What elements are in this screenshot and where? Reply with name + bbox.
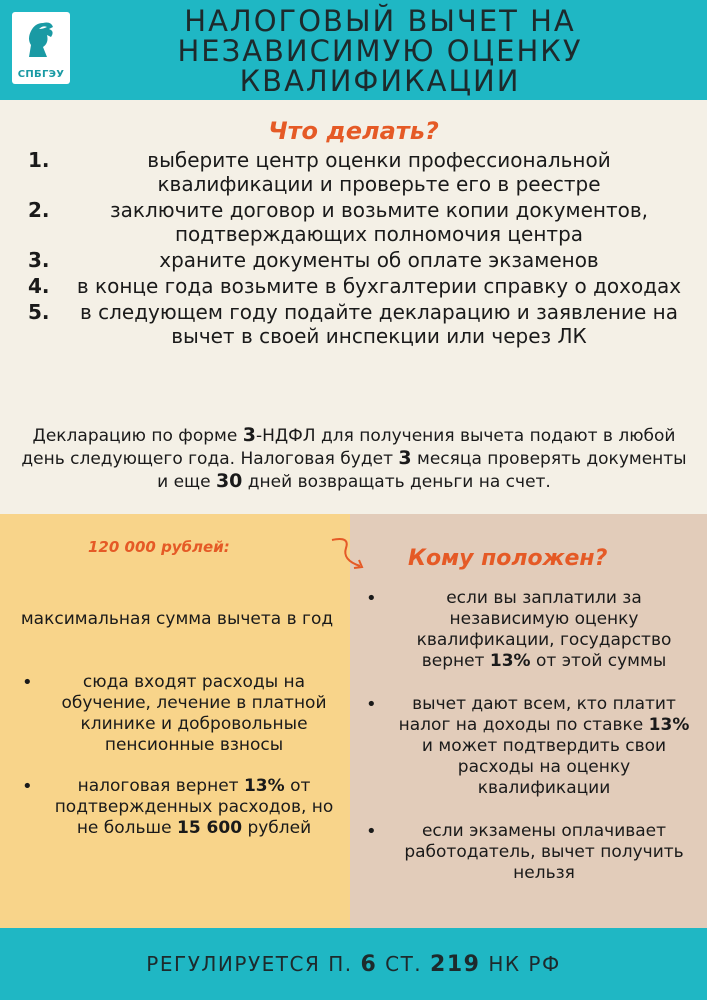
page-title: НАЛОГОВЫЙ ВЫЧЕТ НА НЕЗАВИСИМУЮ ОЦЕНКУ КВАЛИФИКАЦИИ (177, 4, 583, 98)
deduction-amount-heading: 120 000 рублей: (88, 538, 230, 556)
bullet-text: сюда входят расходы на обучение, лечение в платной клинике и добровольные пенсионные взносы (61, 672, 327, 755)
footer-number: 6 (360, 951, 378, 977)
step-text: заключите договор и возьмите копии документов, подтверждающих полномочия центра (109, 198, 649, 246)
list-item (28, 248, 688, 272)
curved-arrow-icon (326, 530, 374, 578)
step-text: выберите центр оценки профессиональной квалификации и проверьте его в реестре (147, 148, 611, 196)
bullet-number: 13% (243, 776, 285, 796)
footer-number: 219 (430, 951, 481, 977)
griffin-icon (21, 17, 61, 61)
declaration-note (14, 424, 694, 493)
bullet-number: 13% (489, 651, 531, 671)
list-item (28, 198, 688, 246)
note-text: месяца проверять документы и еще (157, 449, 687, 492)
step-number: 2. (28, 198, 50, 222)
bullet-number: 15 600 (176, 818, 243, 838)
list-item (366, 694, 696, 799)
eligibility-heading: Кому положен? (408, 546, 608, 571)
bullet-text: если вы заплатили за независимую оценку квалификации, государство вернет (416, 588, 672, 671)
logo-text: СПБГЭУ (17, 69, 65, 80)
list-item (366, 588, 696, 672)
note-text: дней возвращать деньги на счет. (242, 472, 551, 492)
steps-list (28, 148, 688, 350)
legal-reference (146, 952, 560, 977)
step-text: в следующем году подайте декларацию и заявление на вычет в своей инспекции или через ЛК (79, 300, 679, 348)
bullet-text: от подтвержденных расходов, но не больше (54, 776, 334, 838)
list-item (22, 776, 340, 839)
bullet-text: от этой суммы (530, 651, 667, 671)
deduction-details-list (22, 672, 340, 859)
header-banner (0, 0, 707, 100)
bullet-text: вычет дают всем, кто платит налог на доходы по ставке (398, 694, 676, 735)
bullet-text: и может подтвердить свои расходы на оценку квалификации (421, 736, 667, 798)
bullet-text: рублей (242, 818, 312, 838)
max-deduction-text: максимальная сумма вычета в год (20, 609, 334, 629)
footer-banner (0, 928, 707, 1000)
bullet-text: если экзамены оплачивает работодатель, вычет получить нельзя (404, 821, 684, 883)
list-item (366, 821, 696, 884)
note-number: 30 (215, 470, 243, 492)
note-number: 3 (242, 424, 256, 446)
bullet-text: налоговая вернет (77, 776, 244, 796)
note-text: Декларацию по форме (32, 426, 243, 446)
eligibility-list (366, 588, 696, 906)
step-text: в конце года возьмите в бухгалтерии справку о доходах (76, 274, 682, 298)
list-item (28, 300, 688, 348)
step-number: 5. (28, 300, 50, 324)
list-item (28, 274, 688, 298)
note-text: -НДФЛ для получения вычета подают в любой день следующего года. Налоговая будет (21, 426, 676, 469)
university-logo (12, 12, 70, 84)
step-text: храните документы об оплате экзаменов (159, 248, 599, 272)
footer-text-part: РЕГУЛИРУЕТСЯ П. (146, 951, 361, 976)
bullet-number: 13% (648, 715, 690, 735)
list-item (22, 672, 340, 756)
footer-text-part: СТ. (377, 951, 431, 976)
footer-text-part: НК РФ (480, 951, 561, 976)
what-to-do-heading: Что делать? (268, 117, 439, 145)
list-item (28, 148, 688, 196)
step-number: 1. (28, 148, 50, 172)
step-number: 3. (28, 248, 50, 272)
note-number: 3 (398, 447, 412, 469)
step-number: 4. (28, 274, 50, 298)
